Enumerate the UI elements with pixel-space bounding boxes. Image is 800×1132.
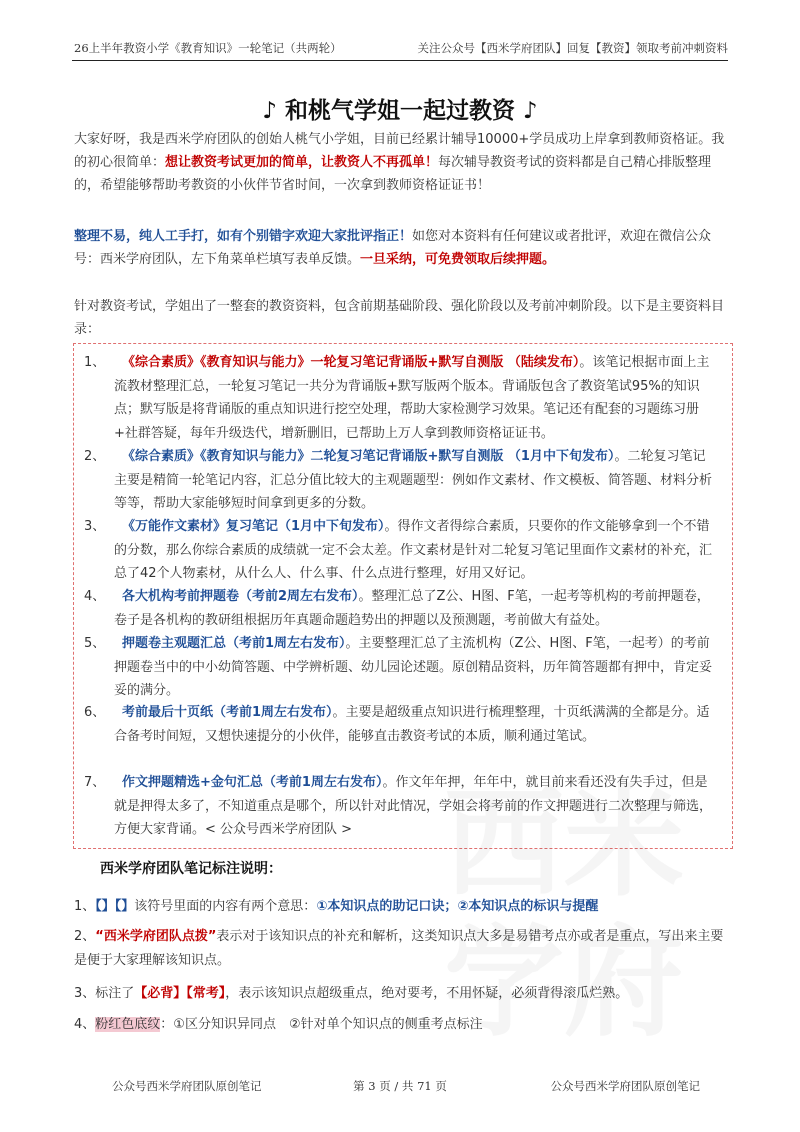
note-1	[74, 895, 734, 919]
note-2	[74, 925, 734, 973]
list-item-text	[114, 351, 718, 445]
note-3	[74, 982, 734, 1006]
list-item-heading: 考前最后十页纸（考前1周左右发布）	[122, 705, 333, 720]
list-item-text	[114, 701, 718, 748]
list-item-text	[114, 771, 718, 842]
note-1-meaning: ①本知识点的助记口诀；②本知识点的标识与提醒	[316, 899, 599, 914]
note-4-text: ：①区分知识异同点 ②针对单个知识点的侧重考点标注	[160, 1017, 483, 1032]
intro-text-end: 每次辅导教资考试的资料都是自己精心排版整理的，希望能够帮助考教资的小伙伴节省时间，一次拿到教师资格证证书！	[74, 155, 712, 193]
note-2-symbol: “西米学府团队点拨”	[95, 929, 217, 944]
page-title: ♪ 和桃气学姐一起过教资 ♪	[262, 97, 538, 124]
list-item-body: 。主要是超级重点知识进行梳理整理，十页纸满满的全都是分。适合备考时间短，又想快速提分的小伙伴，能够直击教资考试的本质，顺利通过笔试。	[114, 705, 710, 744]
intro-text: 大家好呀，我是西米学府团队的创始人桃气小学姐，目前已经累计辅导10000+学员成功上岸拿到教师资格证。我的初心很简单：	[74, 132, 725, 170]
list-item	[74, 771, 732, 842]
list-item-heading: 《综合素质》《教育知识与能力》二轮复习笔记背诵版+默写自测版 （1月中下旬发布）	[122, 449, 615, 464]
note-4-symbol: 粉红色底纹	[95, 1017, 161, 1032]
list-item-text	[114, 515, 718, 586]
list-item	[74, 515, 732, 586]
page-header	[72, 38, 728, 61]
header-right: 关注公众号【西米学府团队】回复【教资】领取考前冲刺资料	[417, 41, 728, 55]
note-3-text: ，表示该知识点超级重点，绝对要考，不用怀疑，必须背得滚瓜烂熟。	[225, 986, 629, 1001]
list-item-number: 5、	[84, 636, 106, 651]
note-1-num: 1、	[74, 899, 96, 914]
note-3-symbol: 【必背】【常考】	[134, 986, 226, 1001]
note-3-lead: 3、标注了	[74, 986, 135, 1001]
list-item-body: 。作文年年押，年年中，就目前来看还没有失手过，但是就是押得太多了，不知道重点是哪个，所以针对此情况，学姐会将考前的作文押题进行二次整理与筛选，方便大家背诵。< 公众号西米学府团队 >	[114, 775, 713, 837]
header-left: 26上半年教资小学《教育知识》一轮笔记（共两轮）	[74, 41, 342, 55]
note-4-num: 4、	[74, 1017, 96, 1032]
intro-paragraph-1	[74, 128, 734, 197]
list-item-heading: 各大机构考前押题卷（考前2周左右发布）	[122, 589, 359, 604]
intro-paragraph-2	[74, 225, 734, 271]
list-item-heading: 《综合素质》《教育知识与能力》一轮复习笔记背诵版+默写自测版 （陆续发布）	[122, 355, 580, 370]
footer-right: 公众号西米学府团队原创笔记	[550, 1079, 700, 1093]
notice-reward: 一旦采纳，可免费领取后续押题。	[360, 252, 556, 267]
list-item-text	[114, 632, 718, 703]
footer-left: 公众号西米学府团队原创笔记	[112, 1079, 262, 1093]
notice-text: 如您对本资料有任何建议或者批评，欢迎在微信公众号：西米学府团队，左下角菜单栏填写表单反馈。	[74, 229, 712, 267]
intro-paragraph-3: 针对教资考试，学姐出了一整套的教资资料，包含前期基础阶段、强化阶段以及考前冲刺阶段。以下是主要资料目录：	[74, 299, 725, 337]
list-item-number: 3、	[84, 519, 106, 534]
list-item-number: 6、	[84, 705, 106, 720]
list-item-body: 。主要整理汇总了主流机构（Z公、H图、F笔，一起考）的考前押题卷当中的中小幼简答题、中学辨析题、幼儿园论述题。原创精品资料，历年简答题都有押中，肯定妥妥的满分。	[114, 636, 713, 698]
list-item	[74, 701, 732, 748]
list-item-heading: 《万能作文素材》复习笔记（1月中下旬发布）	[122, 519, 385, 534]
list-item-body: 。二轮复习笔记主要是精简一轮笔记内容，汇总分值比较大的主观题题型：例如作文素材、作文模板、简答题、材料分析等等，帮助大家能够短时间拿到更多的分数。	[114, 449, 713, 511]
list-item-number: 7、	[84, 775, 106, 790]
list-item-number: 2、	[84, 449, 106, 464]
list-item	[74, 585, 732, 632]
list-item	[74, 632, 732, 703]
list-item-body: 。整理汇总了Z公、H图、F笔，一起考等机构的考前押题卷，卷子是各机构的教研组根据历年真题命题趋势出的押题以及预测题，考前做大有益处。	[114, 589, 710, 628]
list-item-text	[114, 445, 718, 516]
note-1-text: 该符号里面的内容有两个意思：	[134, 899, 317, 914]
note-4	[74, 1013, 734, 1037]
note-2-num: 2、	[74, 929, 96, 944]
materials-list-box	[73, 343, 733, 849]
list-item	[74, 445, 732, 516]
note-1-symbol: 【】【】	[95, 899, 135, 914]
list-item-heading: 押题卷主观题汇总（考前1周左右发布）	[122, 636, 346, 651]
list-item-heading: 作文押题精选+金句汇总（考前1周左右发布）	[122, 775, 383, 790]
footer-page-number: 第 3 页 / 共 71 页	[353, 1079, 447, 1093]
list-item-number: 1、	[84, 355, 106, 370]
list-item-body: 。得作文者得综合素质，只要你的作文能够拿到一个不错的分数，那么你综合素质的成绩就一定不会太差。作文素材是针对二轮复习笔记里面作文素材的补充，汇总了42个人物素材，从什么人、什么事、什么点进行整理，好用又好记。	[114, 519, 713, 581]
list-item-text	[114, 585, 718, 632]
note-2-text: 表示对于该知识点的补充和解析，这类知识点大多是易错考点亦或者是重点，写出来主要是便于大家理解该知识点。	[74, 929, 724, 968]
notes-title: 西米学府团队笔记标注说明：	[100, 861, 282, 877]
list-item	[74, 351, 732, 445]
list-item-number: 4、	[84, 589, 106, 604]
notice-highlight: 整理不易，纯人工手打，如有个别错字欢迎大家批评指正！	[74, 229, 413, 244]
list-item-body: 。该笔记根据市面上主流教材整理汇总，一轮复习笔记一共分为背诵版+默写版两个版本。背诵版包含了教资笔试95%的知识点；默写版是将背诵版的重点知识进行挖空处理，帮助大家检测学习效果。笔记还有配套的习题练习册+社群答疑，每年升级迭代，增新删旧，已帮助上万人拿到教师资格证证书。	[114, 355, 710, 441]
intro-highlight: 想让教资考试更加的简单，让教资人不再孤单！	[165, 155, 439, 170]
